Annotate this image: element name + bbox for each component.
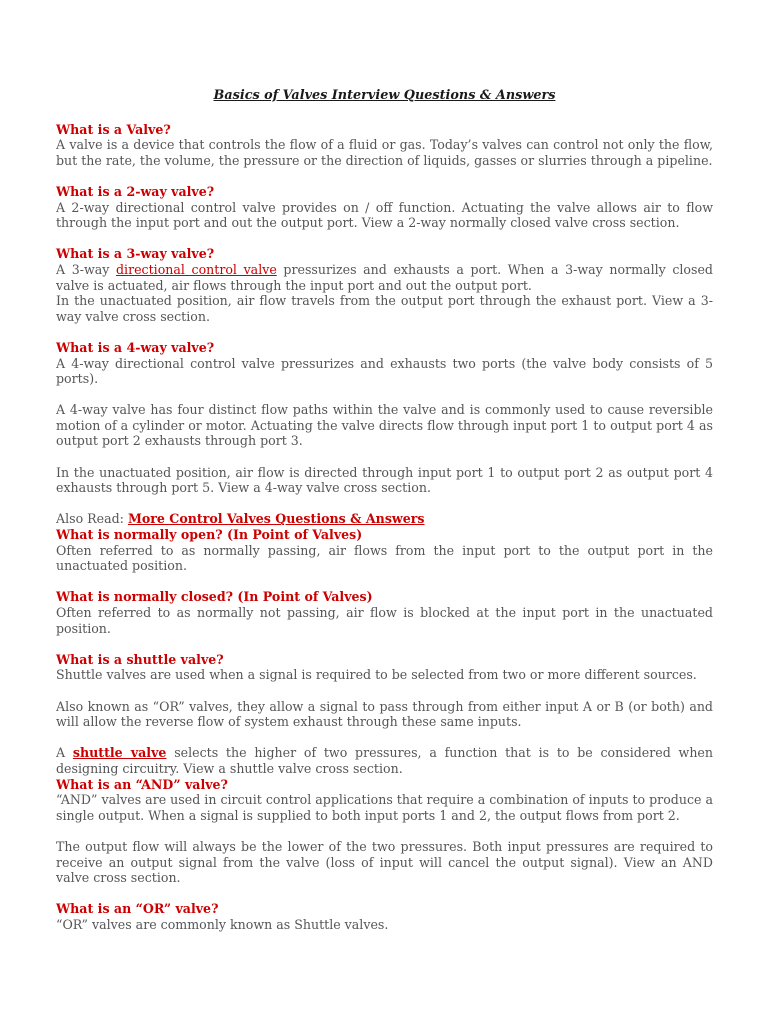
answer-shuttle-pre: A bbox=[56, 745, 73, 761]
answer-and-valve-2: The output flow will always be the lower of the two pressures. Both input pressures are required to receive an output signal from the valve (loss of input will cancel the output signal). View an AND valve cross section. bbox=[56, 838, 713, 886]
answer-3-way-post: pressurizes and exhausts a port. When a 3-way normally closed valve is actuated, air flows through the input port and out the output port. bbox=[56, 261, 713, 293]
question-shuttle-valve: What is a shuttle valve? bbox=[56, 651, 224, 667]
question-4-way-valve: What is a 4-way valve? bbox=[56, 339, 215, 355]
answer-4-way-valve-2: A 4-way valve has four distinct flow paths within the valve and is commonly used to cause reversible motion of a cylinder or motor. Actuating the valve directs flow through input port 1 to output port 4 as output port 2 exhausts through port 3. bbox=[56, 402, 713, 449]
answer-3-way-pre: A 3-way bbox=[56, 261, 116, 277]
answer-shuttle-valve-2: Also known as “OR” valves, they allow a signal to pass through from either input A or B (or both) and will allow the reverse flow of system exhaust through these same inputs. bbox=[56, 698, 713, 730]
question-valve: What is a Valve? bbox=[56, 121, 171, 137]
answer-2-way-valve: A 2-way directional control valve provides on / off function. Actuating the valve allows air to flow through the input port and out the output port. View a 2-way normally closed valve cross section. bbox=[56, 199, 713, 231]
answer-3-way-valve bbox=[56, 262, 713, 293]
document-body bbox=[56, 88, 713, 932]
answer-3-way-valve-2: In the unactuated position, air flow travels from the output port through the exhaust port. View a 3-way valve cross section. bbox=[56, 293, 713, 324]
answer-and-valve-1: “AND” valves are used in circuit control applications that require a combination of inputs to produce a single output. When a signal is supplied to both input ports 1 and 2, the output flows from port 2. bbox=[56, 792, 713, 823]
question-2-way-valve: What is a 2-way valve? bbox=[56, 183, 215, 199]
answer-shuttle-post: selects the higher of two pressures, a function that is to be considered when designing circuitry. View a shuttle valve cross section. bbox=[56, 745, 713, 776]
shuttle-valve-link[interactable]: shuttle valve bbox=[72, 745, 167, 761]
question-or-valve: What is an “OR” valve? bbox=[56, 901, 219, 917]
answer-4-way-valve-3: In the unactuated position, air flow is directed through input port 1 to output port 2 as output port 4 exhausts through port 5. View a 4-way valve cross section. bbox=[56, 464, 713, 496]
answer-4-way-valve-1: A 4-way directional control valve pressurizes and exhausts two ports (the valve body consists of 5 ports). bbox=[56, 355, 713, 387]
question-normally-open: What is normally open? (In Point of Valves) bbox=[56, 527, 363, 543]
answer-shuttle-valve-1: Shuttle valves are used when a signal is required to be selected from two or more different sources. bbox=[56, 667, 697, 683]
question-normally-closed: What is normally closed? (In Point of Valves) bbox=[56, 589, 373, 605]
more-control-valves-link[interactable]: More Control Valves Questions & Answers bbox=[127, 511, 425, 527]
question-and-valve: What is an “AND” valve? bbox=[56, 776, 228, 792]
also-read-label: Also Read: bbox=[56, 511, 128, 527]
answer-or-valve: “OR” valves are commonly known as Shuttle valves. bbox=[56, 916, 389, 932]
question-3-way-valve: What is a 3-way valve? bbox=[56, 246, 215, 262]
answer-normally-closed: Often referred to as normally not passing, air flow is blocked at the input port in the unactuated position. bbox=[56, 605, 713, 636]
answer-valve: A valve is a device that controls the flow of a fluid or gas. Today’s valves can control not only the flow, but the rate, the volume, the pressure or the direction of liquids, gasses or slurries through a pipeline. bbox=[56, 137, 713, 168]
answer-normally-open: Often referred to as normally passing, air flows from the input port to the output port in the unactuated position. bbox=[56, 542, 713, 574]
document-title: Basics of Valves Interview Questions & Answers bbox=[213, 88, 556, 103]
directional-control-valve-link[interactable]: directional control valve bbox=[115, 261, 277, 277]
answer-shuttle-valve-3 bbox=[56, 745, 713, 776]
also-read-line bbox=[56, 511, 713, 527]
